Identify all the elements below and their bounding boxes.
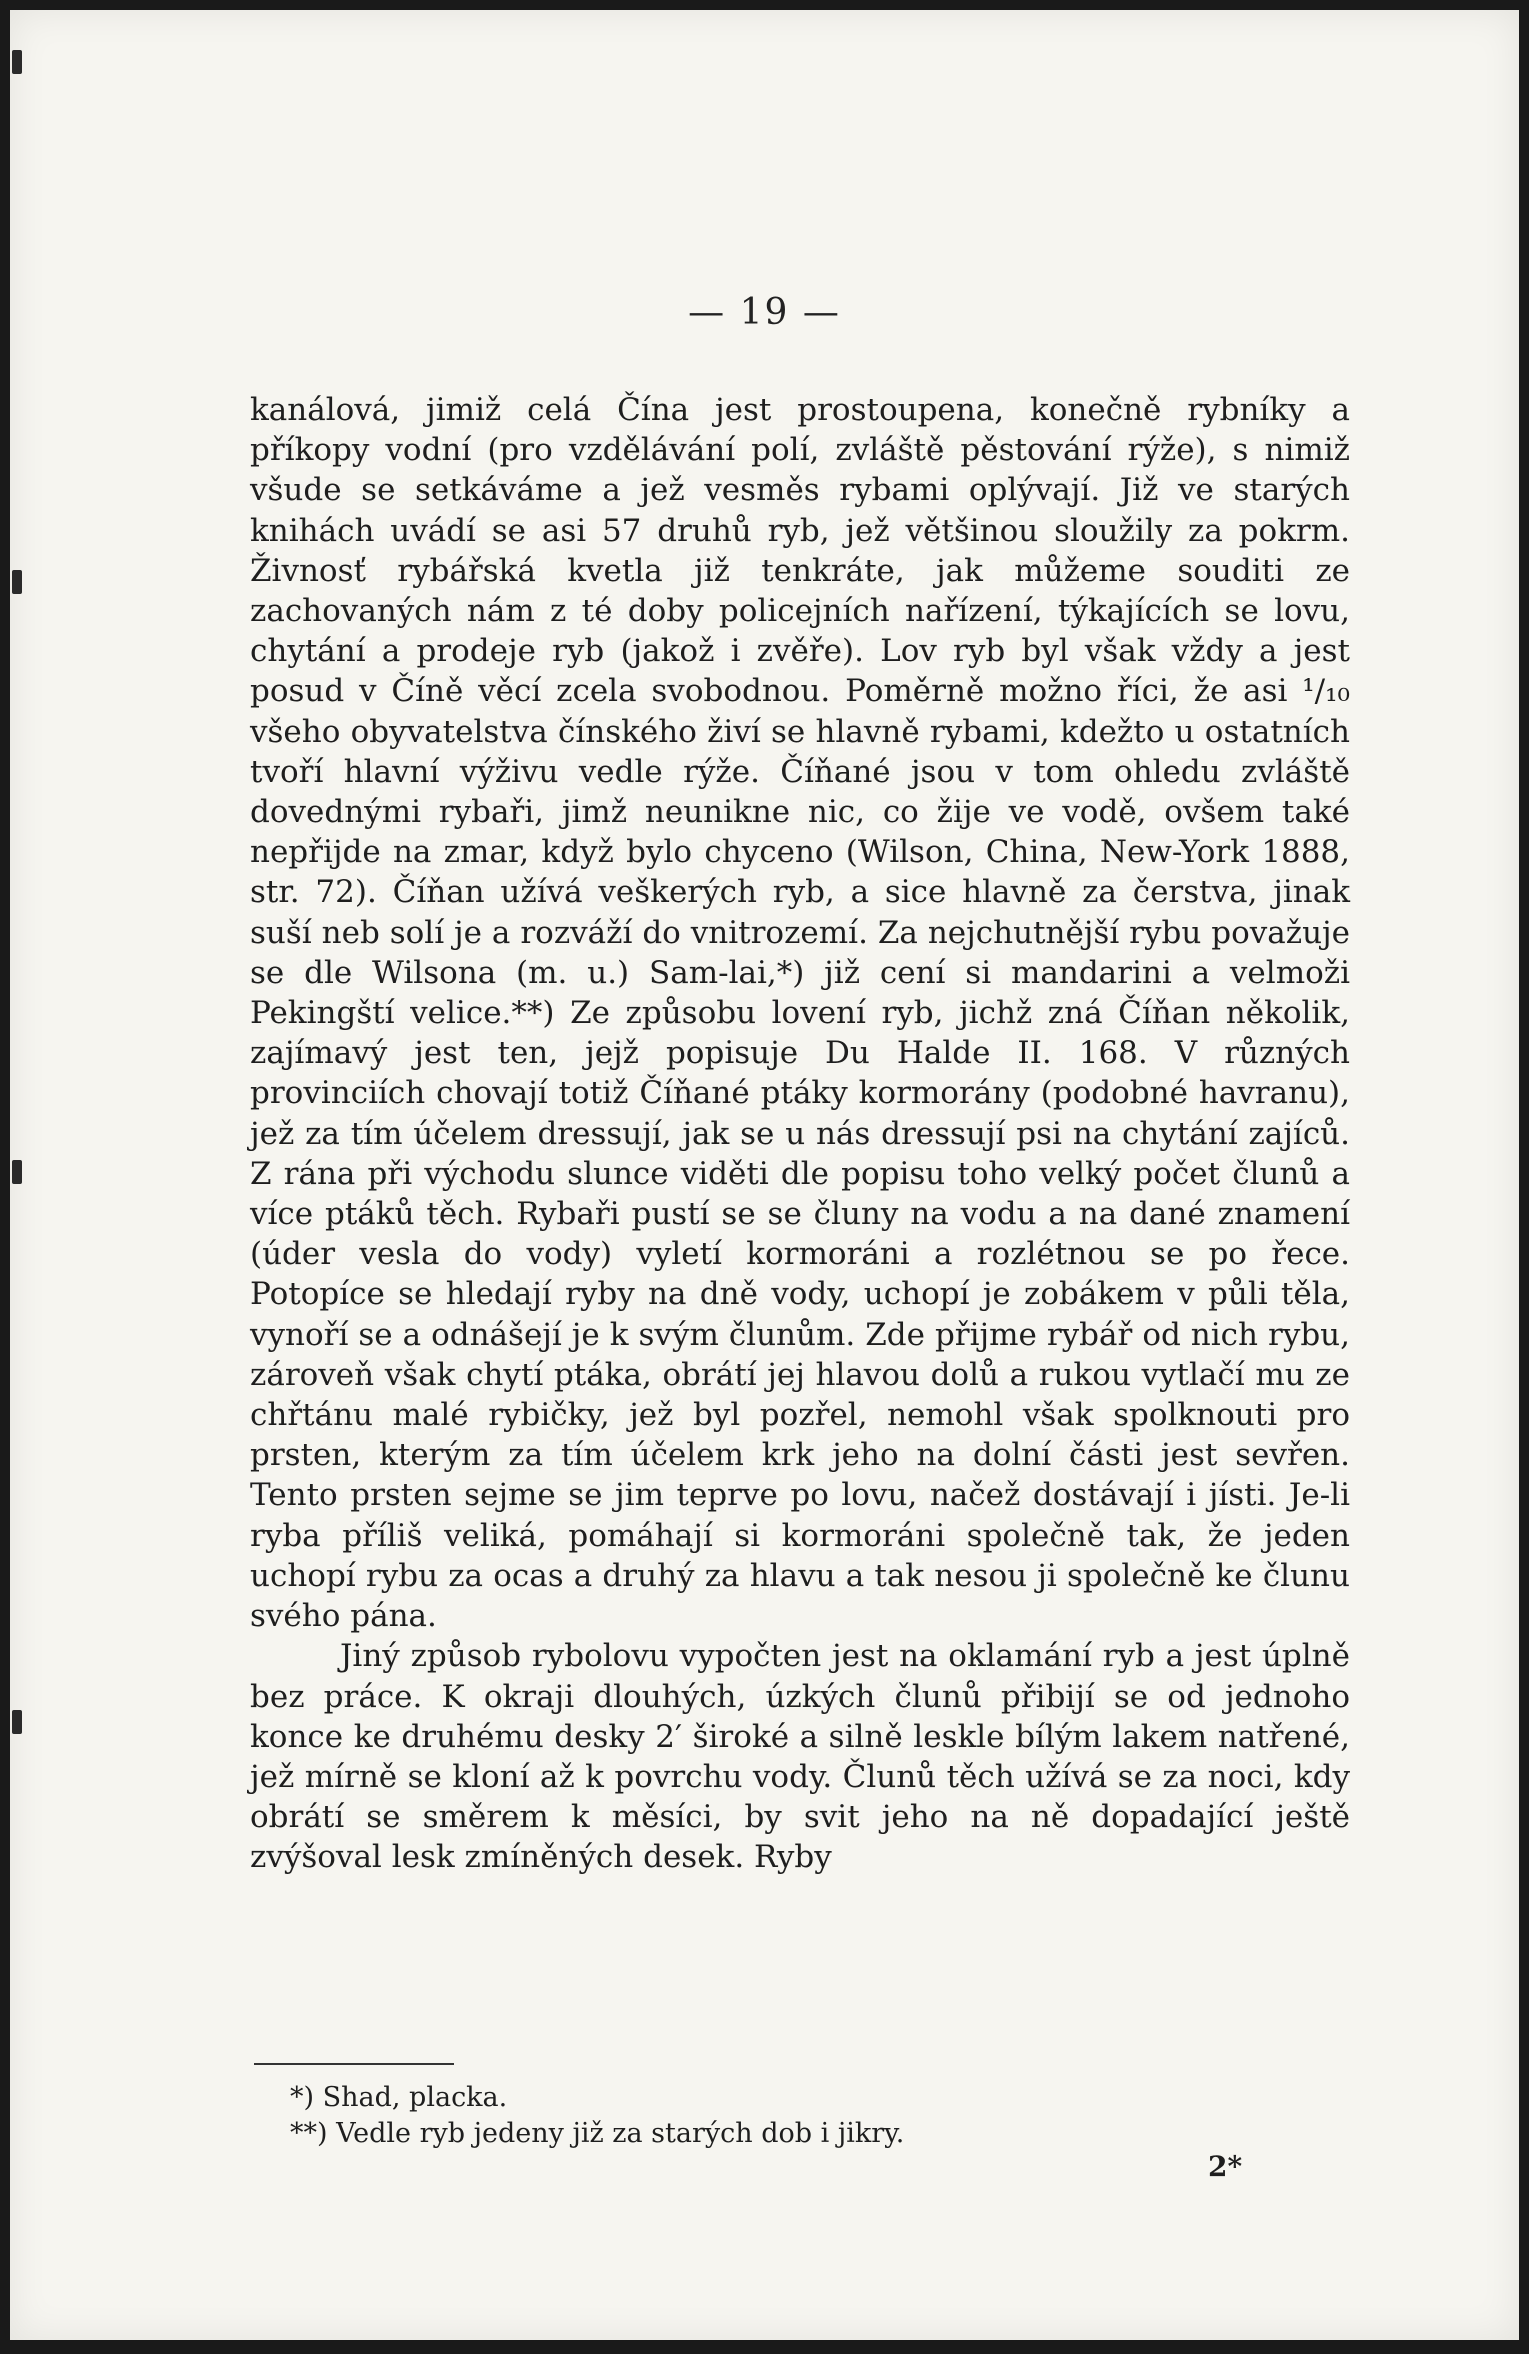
edge-mark	[12, 570, 22, 594]
footnotes	[290, 2080, 1290, 2152]
edge-mark	[12, 1710, 22, 1734]
book-page	[10, 10, 1519, 2340]
footnote: *) Shad, placka.	[290, 2082, 508, 2113]
paragraph: kanálová, jimiž celá Čína jest prostoupena, konečně rybníky a příkopy vodní (pro vzdělávání polí, zvláště pěstování rýže), s nimiž všude se setkáváme a jež vesměs rybami oplývají. Již ve starých knihách uvádí se asi 57 druhů ryb, jež většinou sloužily za pokrm. Živnosť rybářská kvetla již tenkráte, jak můžeme souditi ze zachovaných nám z té doby policejních nařízení, týkajících se lovu, chytání a prodeje ryb (jakož i zvěře). Lov ryb byl však vždy a jest posud v Číně věcí zcela svobodnou. Poměrně možno říci, že asi ¹/₁₀ všeho obyvatelstva čínského živí se hlavně rybami, kdežto u ostatních tvoří hlavní výživu vedle rýže. Číňané jsou v tom ohledu zvláště dovednými rybaři, jimž neunikne nic, co žije ve vodě, ovšem také nepřijde na zmar, když bylo chyceno (Wilson, China, New-York 1888, str. 72). Číňan užívá veškerých ryb, a sice hlavně za čerstva, jinak suší neb solí je a rozváží do vnitrozemí. Za nejchutnější rybu považuje se dle Wilsona (m. u.) Sam-lai,*) již cení si mandarini a velmoži Pekingští velice.**) Ze způsobu lovení ryb, jichž zná Číňan několik, zajímavý jest ten, jejž popisuje Du Halde II. 168. V různých provinciích chovají totiž Číňané ptáky kormorány (podobné havranu), jež za tím účelem dressují, jak se u nás dressují psi na chytání zajíců. Z rána při východu slunce viděti dle popisu toho velký počet člunů a více ptáků těch. Rybaři pustí se se čluny na vodu a na dané znamení (úder vesla do vody) vyletí kormoráni a rozlétnou se po řece. Potopíce se hledají ryby na dně vody, uchopí je zobákem v půli těla, vynoří se a odnášejí je k svým člunům. Zde přijme rybář od nich rybu, zároveň však chytí ptáka, obrátí jej hlavou dolů a rukou vytlačí mu ze chřtánu malé rybičky, jež byl pozřel, nemohl však spolknouti pro prsten, kterým za tím účelem krk jeho na dolní části jest sevřen. Tento prsten sejme se jim teprve po lovu, načež dostávají i jísti. Je-li ryba příliš veliká, pomáhají si kormoráni společně tak, že jeden uchopí rybu za ocas a druhý za hlavu a tak nesou ji společně ke člunu svého pána.	[250, 392, 1350, 1635]
printer-signature: 2*	[1208, 2150, 1243, 2183]
footnote-divider	[254, 2063, 454, 2065]
footnote: **) Vedle ryb jedeny již za starých dob i jikry.	[290, 2118, 905, 2149]
main-text	[250, 390, 1350, 1878]
edge-mark	[12, 50, 22, 74]
edge-mark	[12, 1160, 22, 1184]
paragraph: Jiný způsob rybolovu vypočten jest na oklamání ryb a jest úplně bez práce. K okraji dlouhých, úzkých člunů přibijí se od jednoho konce ke druhému desky 2′ široké a silně leskle bílým lakem natřené, jež mírně se kloní až k povrchu vody. Člunů těch užívá se za noci, kdy obrátí se směrem k měsíci, by svit jeho na ně dopadající ještě zvýšoval lesk zmíněných desek. Ryby	[250, 1638, 1350, 1876]
page-number: — 19 —	[688, 292, 841, 333]
